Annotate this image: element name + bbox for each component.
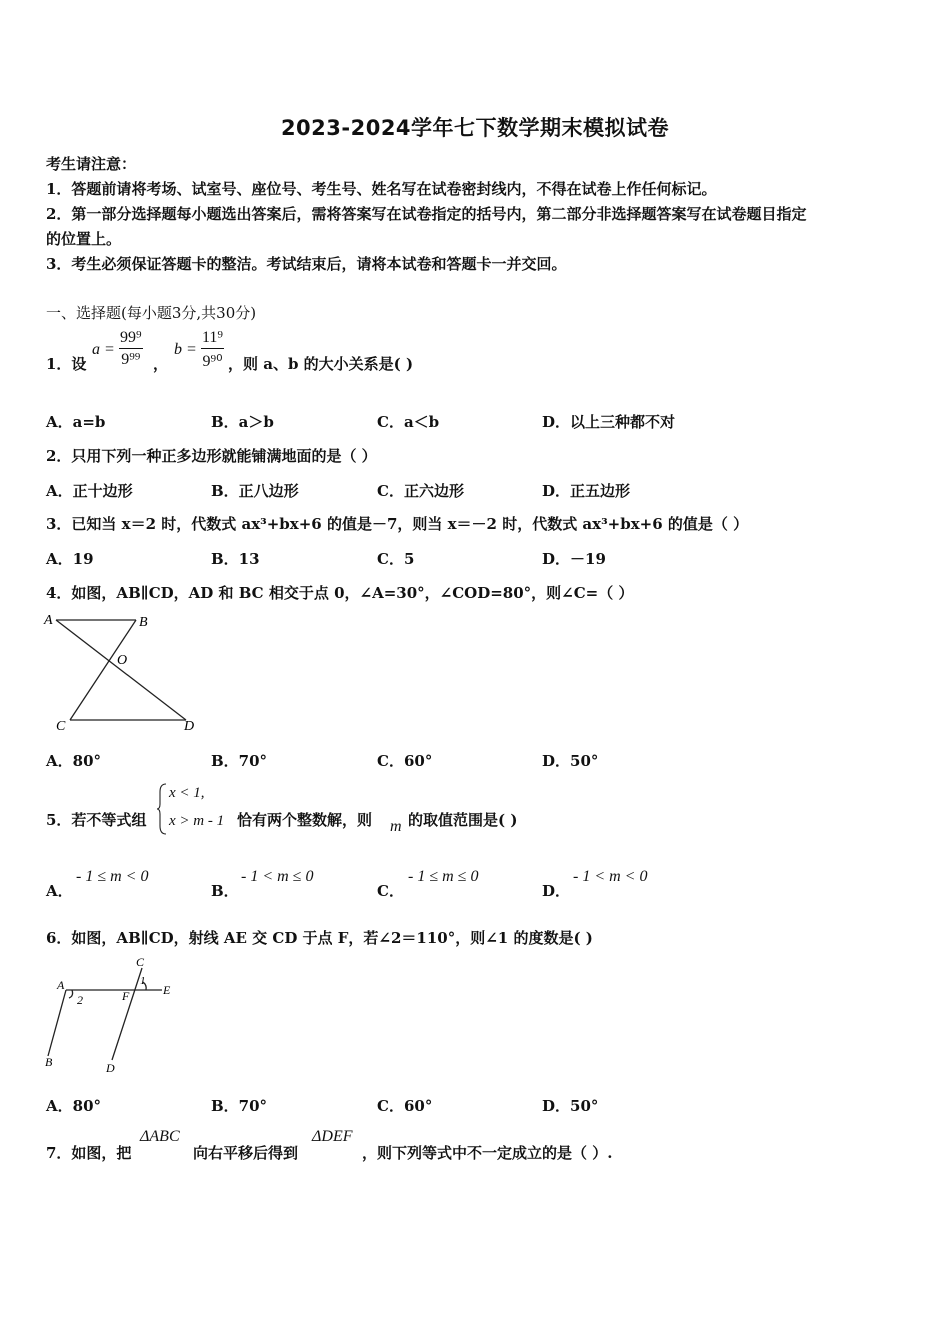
page-title: 2023-2024学年七下数学期末模拟试卷 [280, 116, 670, 140]
q4-figure [40, 608, 210, 734]
q2-option-d: D．正五边形 [542, 482, 631, 500]
q1-b-denominator: 9⁹⁰ [202, 353, 223, 370]
q6-option-c: C．60° [377, 1097, 433, 1115]
q6-label-2: 2 [77, 993, 83, 1007]
q5-suffix: 的取值范围是( ) [408, 811, 518, 829]
q6-label-c: C [136, 955, 145, 969]
q5-inequality-1: x < 1, [169, 785, 205, 801]
q6-option-a: A．80° [46, 1097, 102, 1115]
q5-inequality-2: x > m - 1 [169, 813, 225, 829]
q2-option-b: B．正八边形 [211, 482, 299, 500]
q6-label-a: A [57, 978, 65, 992]
q7-prefix: 7．如图，把 [46, 1144, 132, 1162]
q6-label-d: D [106, 1061, 115, 1075]
q5-option-a-label: A． [46, 882, 73, 900]
q3-text: 3．已知当 x＝2 时，代数式 ax³+bx+6 的值是－7，则当 x＝－2 时，代数式 ax³+bx+6 的值是（ ） [46, 515, 749, 533]
q1-comma: ， [153, 355, 169, 373]
q6-option-b: B．70° [211, 1097, 268, 1115]
q1-a-denominator: 9⁹⁹ [121, 351, 141, 368]
q1-b-lhs: b = [174, 341, 197, 358]
q2-text: 2．只用下列一种正多边形就能铺满地面的是（ ） [46, 447, 377, 465]
q7-triangle-def: ΔDEF [312, 1128, 353, 1145]
q4-option-b: B．70° [211, 752, 268, 770]
q3-option-a: A．19 [46, 550, 94, 568]
q3-option-b: B．13 [211, 550, 260, 568]
q1-option-a: A．a=b [46, 413, 106, 431]
notice-item-2: 2．第一部分选择题每小题选出答案后，需将答案写在试卷指定的括号内，第二部分非选择题答案写在试卷题目指定 [46, 205, 807, 223]
q1-suffix: ，则 a、b 的大小关系是( ) [228, 355, 414, 373]
q6-label-b: B [45, 1055, 53, 1069]
q5-option-b-math: - 1 < m ≤ 0 [241, 868, 314, 885]
notice-item-1: 1．答题前请将考场、试室号、座位号、考生号、姓名写在试卷密封线内，不得在试卷上作任何标记。 [46, 180, 717, 198]
q3-option-d: D．－19 [542, 550, 606, 568]
q4-label-a: A [44, 613, 53, 628]
notice-item-3: 3．考生必须保证答题卡的整洁。考试结束后，请将本试卷和答题卡一并交回。 [46, 255, 567, 273]
q5-option-b-label: B． [211, 882, 239, 900]
q1-prefix: 1．设 [46, 355, 87, 373]
q4-option-a: A．80° [46, 752, 102, 770]
q1-a-fraction [119, 329, 143, 369]
q6-figure [40, 952, 190, 1080]
q1-option-b: B．a＞b [211, 413, 274, 431]
q6-label-1: 1 [140, 975, 146, 987]
q6-label-e: E [163, 983, 171, 997]
q6-option-d: D．50° [542, 1097, 599, 1115]
q5-var: m [390, 818, 402, 835]
q4-text: 4．如图，AB∥CD，AD 和 BC 相交于点 0，∠A=30°，∠COD=80°，则∠C=（ ） [46, 584, 634, 602]
segment-cd [112, 968, 142, 1060]
q4-label-c: C [56, 719, 66, 734]
q4-figure-lines [56, 620, 186, 720]
q6-text: 6．如图，AB∥CD，射线 AE 交 CD 于点 F，若∠2＝110°，则∠1 的度数是( ) [46, 929, 593, 947]
q7-suffix: ，则下列等式中不一定成立的是（ ）. [362, 1144, 613, 1162]
q4-option-d: D．50° [542, 752, 599, 770]
q2-option-c: C．正六边形 [377, 482, 464, 500]
q5-option-d-math: - 1 < m < 0 [573, 868, 648, 885]
q5-option-c-label: C． [377, 882, 404, 900]
q5-option-c-math: - 1 ≤ m ≤ 0 [408, 868, 479, 885]
q4-label-b: B [139, 615, 148, 630]
q5-option-d-label: D． [542, 882, 571, 900]
q1-b-numerator: 11⁹ [201, 329, 224, 349]
q5-brace-path [157, 784, 166, 834]
segment-ad [56, 620, 186, 720]
q4-option-c: C．60° [377, 752, 433, 770]
q4-label-o: O [117, 653, 128, 668]
q1-a-lhs: a = [92, 341, 115, 358]
q2-option-a: A．正十边形 [46, 482, 133, 500]
q1-b-fraction [201, 329, 224, 371]
q5-brace [156, 782, 168, 836]
segment-bc [70, 620, 136, 720]
notice-heading: 考生请注意： [46, 155, 137, 173]
q1-option-d: D．以上三种都不对 [542, 413, 676, 431]
q4-label-d: D [184, 719, 195, 734]
segment-ab [48, 990, 66, 1056]
q1-option-c: C．a＜b [377, 413, 440, 431]
q7-middle: 向右平移后得到 [193, 1144, 299, 1162]
angle-2-arc [69, 990, 73, 998]
q5-option-a-math: - 1 ≤ m < 0 [76, 868, 149, 885]
q1-a-numerator: 99⁹ [119, 329, 143, 349]
q7-triangle-abc: ΔABC [140, 1128, 180, 1145]
q3-option-c: C．5 [377, 550, 415, 568]
q5-middle: 恰有两个整数解，则 [237, 811, 373, 829]
section-heading: 一、选择题(每小题3分,共30分) [46, 304, 257, 322]
q6-label-f: F [122, 989, 130, 1003]
q5-prefix: 5．若不等式组 [46, 811, 147, 829]
notice-item-2-cont: 的位置上。 [46, 230, 122, 248]
